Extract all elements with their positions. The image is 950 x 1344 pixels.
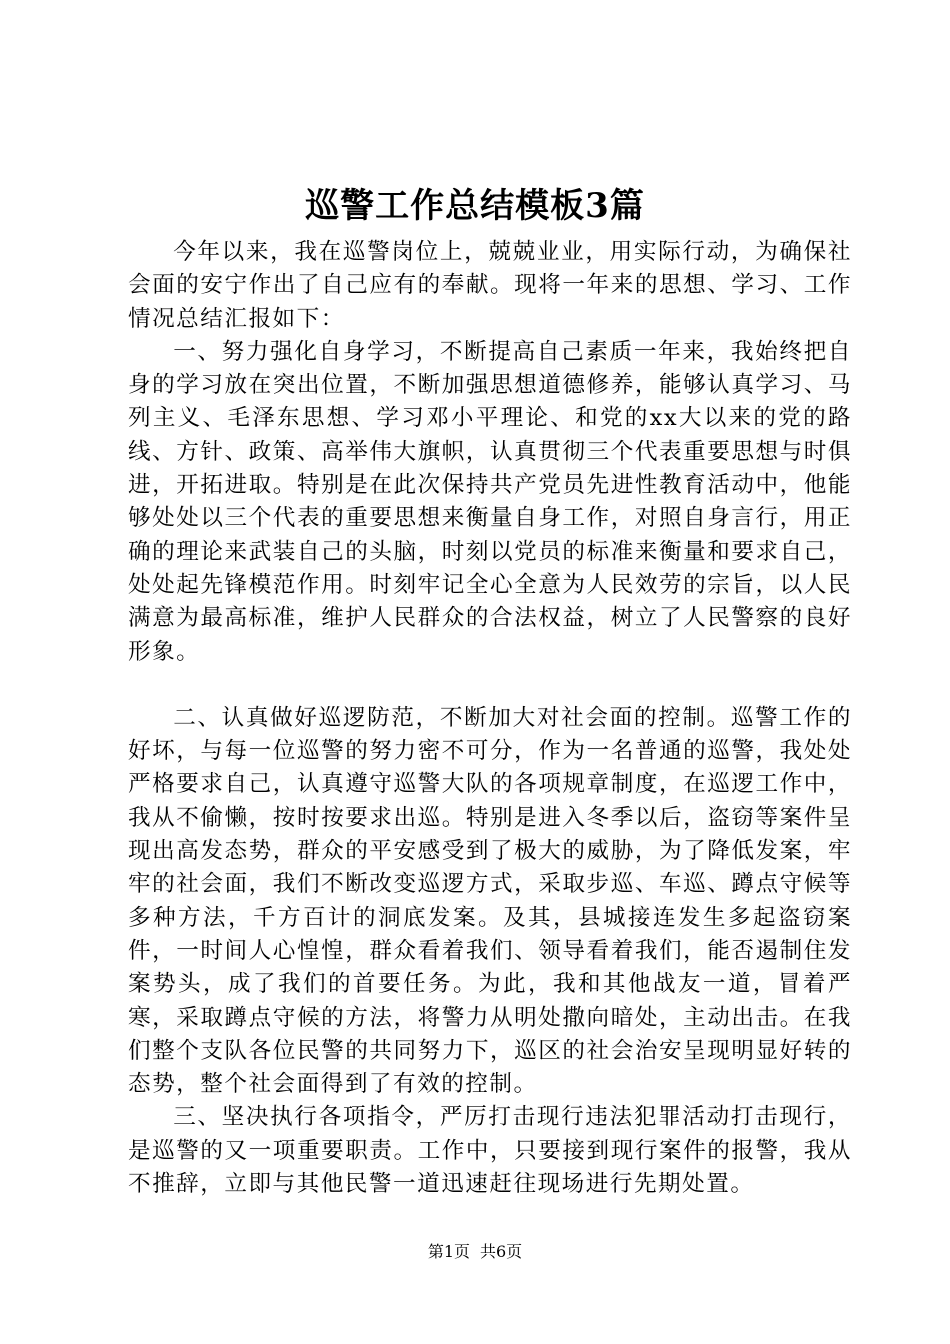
document-body — [128, 236, 852, 1201]
page-footer — [0, 1240, 950, 1264]
paragraph-section-2: 二、认真做好巡逻防范，不断加大对社会面的控制。巡警工作的好坏，与每一位巡警的努力密不可分，作为一名普通的巡警，我处处严格要求自己，认真遵守巡警大队的各项规章制度，在巡逻工作中，我从不偷懒，按时按要求出巡。特别是进入冬季以后，盗窃等案件呈现出高发态势，群众的平安感受到了极大的威胁，为了降低发案，牢牢的社会面，我们不断改变巡逻方式，采取步巡、车巡、蹲点守候等多种方法，千方百计的洞底发案。及其，县城接连发生多起盗窃案件，一时间人心惶惶，群众看着我们、领导看着我们，能否遏制住发案势头，成了我们的首要任务。为此，我和其他战友一道，冒着严寒，采取蹲点守候的方法，将警力从明处撒向暗处，主动出击。在我们整个支队各位民警的共同努力下，巡区的社会治安呈现明显好转的态势，整个社会面得到了有效的控制。 — [128, 704, 852, 1098]
page-total: 共6页 — [480, 1242, 523, 1261]
paragraph-section-3: 三、坚决执行各项指令，严厉打击现行违法犯罪活动打击现行，是巡警的又一项重要职责。工作中，只要接到现行案件的报警，我从不推辞，立即与其他民警一道迅速赶往现场进行先期处置。 — [128, 1104, 852, 1198]
paragraph-intro: 今年以来，我在巡警岗位上，兢兢业业，用实际行动，为确保社会面的安宁作出了自己应有的奉献。现将一年来的思想、学习、工作情况总结汇报如下： — [128, 239, 852, 332]
page-number: 第1页 — [427, 1242, 470, 1261]
paragraph-section-1: 一、努力强化自身学习，不断提高自己素质一年来，我始终把自身的学习放在突出位置，不断加强思想道德修养，能够认真学习、马列主义、毛泽东思想、学习邓小平理论、和党的xx大以来的党的路线、方针、政策、高举伟大旗帜，认真贯彻三个代表重要思想与时俱进，开拓进取。特别是在此次保持共产党员先进性教育活动中，他能够处处以三个代表的重要思想来衡量自身工作，对照自身言行，用正确的理论来武装自己的头脑，时刻以党员的标准来衡量和要求自己，处处起先锋模范作用。时刻牢记全心全意为人民效劳的宗旨，以人民满意为最高标准，维护人民群众的合法权益，树立了人民警察的良好形象。 — [128, 338, 852, 665]
document-title: 巡警工作总结模板3篇 — [305, 186, 645, 226]
